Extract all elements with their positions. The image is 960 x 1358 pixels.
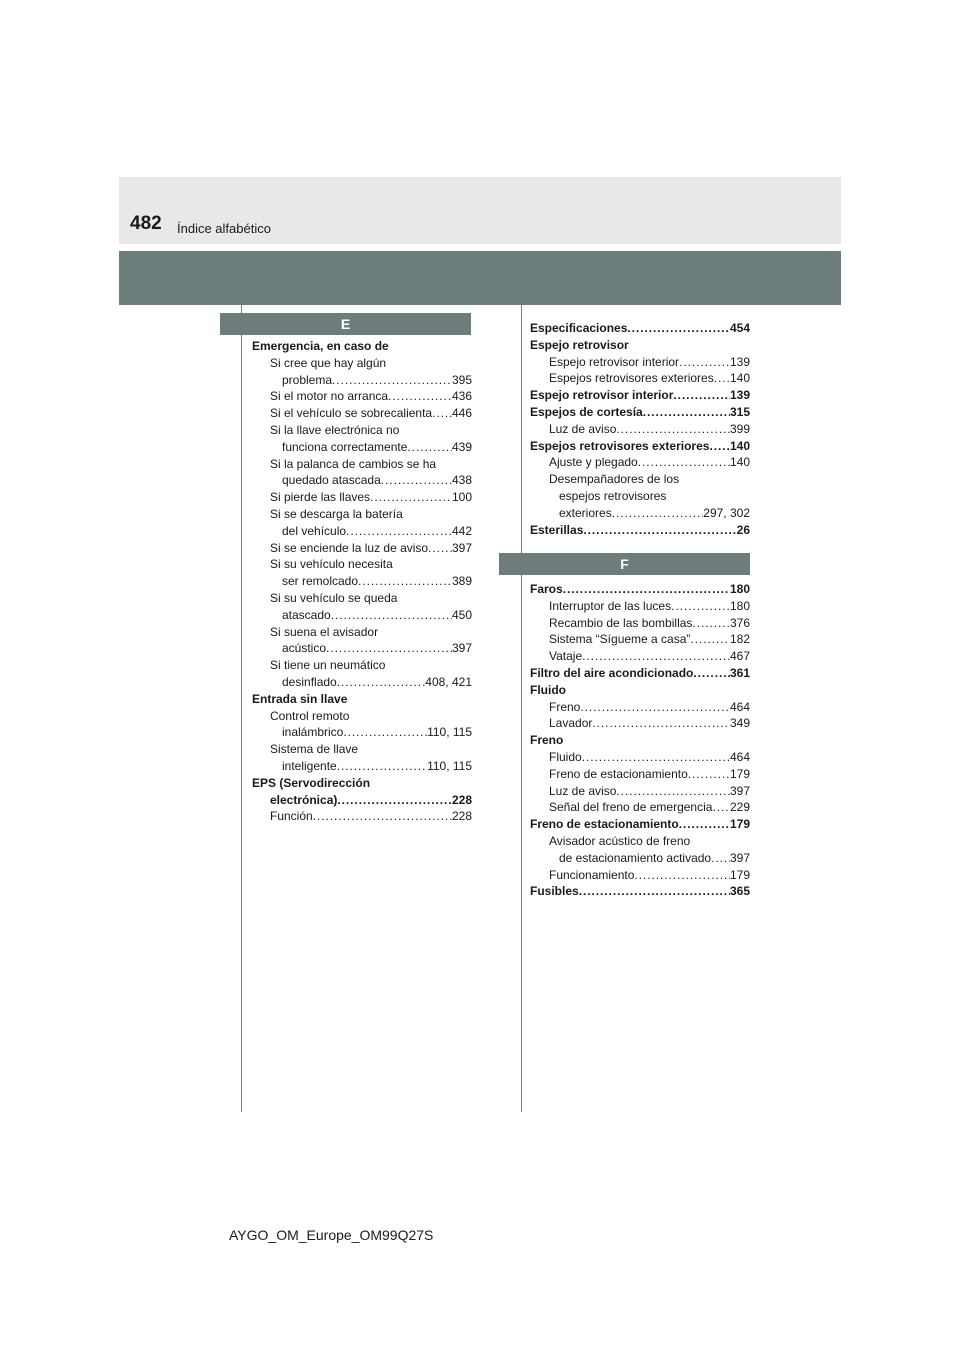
dot-leader	[582, 648, 730, 665]
index-entry-page: 361	[729, 665, 750, 680]
index-entry-page: 229	[729, 800, 750, 815]
letter-heading-e: E	[220, 313, 471, 335]
index-entry	[530, 783, 750, 800]
index-entry-page: 408, 421	[425, 674, 472, 689]
index-entry	[252, 808, 472, 825]
index-entry	[530, 833, 750, 850]
index-entry	[252, 624, 472, 641]
index-entry-text: Especificaciones	[530, 321, 628, 335]
dot-leader	[343, 724, 427, 741]
dot-leader	[612, 505, 704, 522]
dot-leader	[679, 816, 730, 833]
index-entry	[530, 598, 750, 615]
index-entry-text: Funcionamiento	[549, 867, 635, 882]
index-entry	[530, 799, 750, 816]
index-entry	[252, 674, 472, 691]
index-entry-page: 110, 115	[427, 725, 472, 740]
index-entry-text: ser remolcado	[282, 574, 359, 589]
dot-leader	[688, 766, 730, 783]
header-band	[119, 251, 841, 305]
index-column-right-f	[530, 581, 750, 900]
index-entry	[530, 404, 750, 421]
index-entry	[252, 456, 472, 473]
index-entry	[530, 749, 750, 766]
index-entry-text: Freno de estacionamiento	[530, 817, 679, 832]
index-entry-page: 436	[451, 389, 472, 404]
dot-leader	[579, 883, 730, 900]
dot-leader	[358, 573, 452, 590]
index-entry	[252, 792, 472, 809]
dot-leader	[592, 715, 730, 732]
index-entry-text: Freno	[530, 733, 564, 748]
index-entry-page: 438	[451, 473, 472, 488]
index-entry-text: Espejo retrovisor	[530, 337, 629, 352]
section-title: Índice alfabético	[177, 221, 271, 236]
dot-leader	[709, 438, 730, 455]
index-entry-page: 439	[451, 439, 472, 454]
index-entry-page: 297, 302	[703, 505, 750, 520]
index-entry	[530, 699, 750, 716]
index-column-left	[252, 338, 472, 825]
index-entry-text: Si la llave electrónica no	[270, 422, 400, 437]
index-entry-text: Control remoto	[270, 708, 350, 723]
index-entry-page: 464	[729, 699, 750, 714]
index-entry	[252, 338, 472, 355]
index-entry-page: 180	[729, 582, 750, 596]
dot-leader	[692, 615, 730, 632]
index-entry-page: 26	[736, 522, 750, 537]
index-entry	[530, 354, 750, 371]
index-entry-text: EPS (Servodirección	[252, 775, 371, 790]
dot-leader	[616, 421, 730, 438]
index-entry-text: Si tiene un neumático	[270, 658, 386, 673]
index-entry-text: Recambio de las bombillas	[549, 615, 693, 630]
index-entry	[252, 439, 472, 456]
index-entry	[252, 708, 472, 725]
index-entry-page: 442	[451, 523, 472, 538]
index-entry-page: 464	[729, 749, 750, 764]
index-entry-text: Fluido	[530, 682, 566, 697]
index-entry	[252, 657, 472, 674]
index-entry	[252, 372, 472, 389]
dot-leader	[693, 665, 730, 682]
index-entry	[252, 775, 472, 792]
index-entry-text: Vataje	[549, 649, 583, 664]
index-entry	[252, 691, 472, 708]
letter-heading-f: F	[499, 553, 750, 575]
index-entry-text: Desempañadores de los	[549, 472, 680, 487]
page-number: 482	[130, 213, 162, 234]
index-entry-page: 228	[451, 792, 472, 807]
dot-leader	[563, 581, 730, 598]
index-entry-text: Si se enciende la luz de aviso	[270, 540, 429, 555]
index-entry-page: 179	[729, 766, 750, 781]
index-entry	[530, 732, 750, 749]
dot-leader	[326, 640, 452, 657]
dot-leader	[643, 404, 730, 421]
dot-leader	[428, 540, 452, 557]
dot-leader	[432, 405, 452, 422]
dot-leader	[337, 758, 427, 775]
index-entry-page: 180	[729, 598, 750, 613]
index-entry-page: 365	[729, 884, 750, 899]
index-entry-text: quedado atascada	[282, 473, 381, 488]
dot-leader	[714, 370, 730, 387]
dot-leader	[346, 523, 452, 540]
index-entry-page: 446	[451, 406, 472, 421]
index-entry	[252, 405, 472, 422]
index-entry	[252, 506, 472, 523]
index-entry	[252, 489, 472, 506]
index-entry-page: 182	[729, 632, 750, 647]
index-entry	[530, 581, 750, 598]
index-entry-text: Luz de aviso	[549, 421, 617, 436]
index-entry-text: Espejo retrovisor interior	[530, 388, 674, 403]
index-entry-text: Freno	[549, 699, 581, 714]
index-entry	[530, 665, 750, 682]
index-entry	[530, 816, 750, 833]
index-entry-page: 315	[729, 404, 750, 419]
index-entry-page: 397	[451, 641, 472, 656]
index-entry	[252, 523, 472, 540]
column-divider-left	[241, 305, 242, 1112]
dot-leader	[673, 387, 730, 404]
index-entry-page: 376	[729, 615, 750, 630]
index-entry-text: problema	[282, 372, 333, 387]
dot-leader	[690, 631, 730, 648]
index-entry-text: Emergencia, en caso de	[252, 339, 389, 353]
index-entry-text: Si su vehículo necesita	[270, 557, 393, 572]
index-entry-text: Esterillas	[530, 522, 584, 537]
index-entry-text: Faros	[530, 582, 563, 596]
index-entry-text: exteriores	[559, 505, 612, 520]
index-entry-page: 110, 115	[427, 758, 472, 773]
index-entry-text: Fusibles	[530, 884, 579, 899]
index-entry-page: 100	[451, 490, 472, 505]
index-entry	[252, 640, 472, 657]
index-entry-page: 140	[729, 371, 750, 386]
index-entry-text: Si el motor no arranca	[270, 389, 389, 404]
dot-leader	[712, 799, 730, 816]
dot-leader	[580, 699, 730, 716]
index-entry	[530, 454, 750, 471]
dot-leader	[616, 783, 730, 800]
index-entry	[530, 522, 750, 539]
index-entry-page: 399	[729, 421, 750, 436]
index-entry	[530, 682, 750, 699]
index-entry	[252, 355, 472, 372]
index-entry-page: 467	[729, 649, 750, 664]
index-entry-text: Sistema “Sígueme a casa”	[549, 632, 691, 647]
dot-leader	[313, 808, 452, 825]
index-entry-text: Si suena el avisador	[270, 624, 379, 639]
index-entry-page: 349	[729, 716, 750, 731]
index-entry	[252, 556, 472, 573]
index-entry	[252, 758, 472, 775]
index-entry	[530, 337, 750, 354]
index-entry-text: desinflado	[282, 674, 337, 689]
index-entry-text: Si el vehículo se sobrecalienta	[270, 406, 433, 421]
dot-leader	[407, 439, 452, 456]
index-entry	[530, 867, 750, 884]
index-entry	[252, 540, 472, 557]
dot-leader	[337, 792, 452, 809]
index-entry-text: Avisador acústico de freno	[549, 833, 691, 848]
index-entry	[530, 648, 750, 665]
index-entry-page: 397	[451, 540, 472, 555]
dot-leader	[381, 472, 452, 489]
index-entry	[252, 590, 472, 607]
index-entry-text: Sistema de llave	[270, 742, 359, 757]
dot-leader	[634, 867, 730, 884]
index-entry	[530, 387, 750, 404]
dot-leader	[332, 372, 452, 389]
dot-leader	[627, 320, 730, 337]
index-entry-page: 179	[729, 817, 750, 832]
index-entry	[530, 766, 750, 783]
index-entry-text: Interruptor de las luces	[549, 598, 672, 613]
index-entry-text: Señal del freno de emergencia	[549, 800, 713, 815]
index-entry-text: Espejos de cortesía	[530, 404, 643, 419]
index-entry-page: 389	[451, 574, 472, 589]
index-entry	[530, 471, 750, 488]
dot-leader	[331, 607, 452, 624]
index-entry-page: 179	[729, 867, 750, 882]
dot-leader	[370, 489, 452, 506]
index-entry-text: Freno de estacionamiento	[549, 766, 688, 781]
index-entry	[530, 631, 750, 648]
index-entry-text: acústico	[282, 641, 327, 656]
document-code: AYGO_OM_Europe_OM99Q27S	[229, 1227, 434, 1243]
index-entry-text: Si la palanca de cambios se ha	[270, 456, 437, 471]
index-entry	[530, 615, 750, 632]
dot-leader	[337, 674, 426, 691]
index-entry-text: electrónica)	[270, 792, 338, 807]
dot-leader	[638, 454, 730, 471]
index-entry-page: 395	[451, 372, 472, 387]
index-entry	[530, 320, 750, 337]
index-entry-text: Espejo retrovisor interior	[549, 354, 680, 369]
index-entry-text: Espejos retrovisores exteriores	[530, 438, 710, 453]
dot-leader	[583, 522, 736, 539]
dot-leader	[671, 598, 730, 615]
index-entry-text: Filtro del aire acondicionado	[530, 665, 694, 680]
dot-leader	[711, 850, 730, 867]
index-entry	[252, 422, 472, 439]
index-entry-text: Si pierde las llaves	[270, 490, 371, 505]
index-entry	[530, 438, 750, 455]
index-entry-page: 139	[729, 388, 750, 403]
dot-leader	[679, 354, 730, 371]
index-entry	[530, 883, 750, 900]
dot-leader	[582, 749, 730, 766]
index-entry-text: Si se descarga la batería	[270, 506, 403, 521]
index-entry-text: funciona correctamente	[282, 439, 408, 454]
index-entry-text: Ajuste y plegado	[549, 455, 638, 470]
index-entry-page: 397	[729, 783, 750, 798]
index-entry-text: Espejos retrovisores exteriores	[549, 371, 714, 386]
index-entry	[530, 421, 750, 438]
index-entry	[252, 388, 472, 405]
index-entry-page: 140	[729, 438, 750, 453]
index-entry	[530, 370, 750, 387]
index-entry-text: atascado	[282, 607, 331, 622]
index-entry-text: inalámbrico	[282, 725, 344, 740]
index-entry-text: Luz de aviso	[549, 783, 617, 798]
index-entry	[252, 573, 472, 590]
index-entry-text: espejos retrovisores	[559, 488, 667, 503]
index-entry-text: Función	[270, 809, 313, 824]
index-column-right-top	[530, 320, 750, 538]
index-entry-text: Si su vehículo se queda	[270, 590, 398, 605]
index-entry-page: 139	[729, 354, 750, 369]
index-entry-text: de estacionamiento activado	[559, 850, 712, 865]
index-entry-text: del vehículo	[282, 523, 347, 538]
index-entry-text: Lavador	[549, 716, 593, 731]
index-entry-text: Si cree que hay algún	[270, 355, 387, 370]
dot-leader	[388, 388, 452, 405]
index-entry-text: Entrada sin llave	[252, 691, 348, 706]
index-entry-page: 397	[729, 850, 750, 865]
index-entry	[252, 607, 472, 624]
index-entry	[252, 724, 472, 741]
index-entry-page: 454	[729, 321, 750, 335]
index-entry	[530, 488, 750, 505]
index-entry	[530, 505, 750, 522]
index-entry-page: 450	[451, 607, 472, 622]
index-entry	[530, 715, 750, 732]
index-entry-text: Fluido	[549, 749, 582, 764]
index-entry-page: 228	[451, 809, 472, 824]
index-entry-page: 140	[729, 455, 750, 470]
index-entry	[530, 850, 750, 867]
index-entry	[252, 741, 472, 758]
index-entry-text: inteligente	[282, 758, 337, 773]
column-divider-middle	[521, 305, 522, 1112]
index-entry	[252, 472, 472, 489]
